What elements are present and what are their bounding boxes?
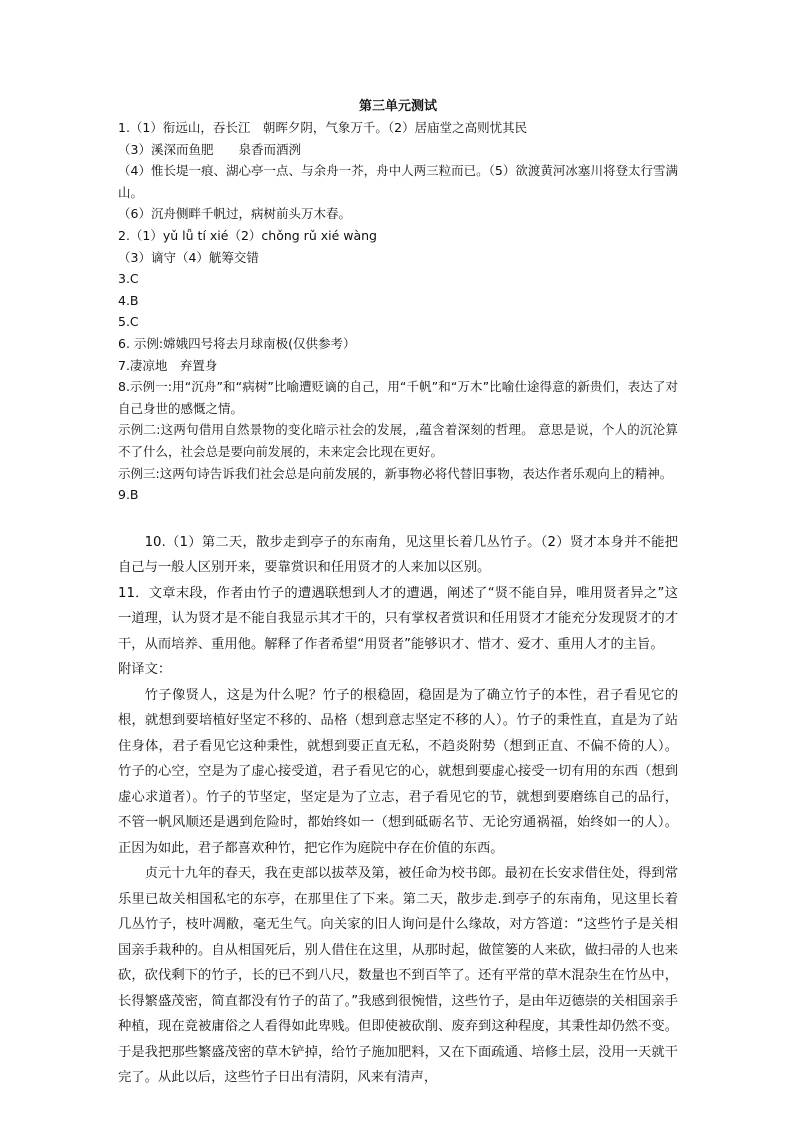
answer-line: 9.B: [118, 487, 139, 503]
translation-label: 附译文：: [118, 662, 172, 678]
answer-line: 4.B: [118, 292, 139, 308]
answer-content: [118, 97, 678, 1091]
answer-line: 7.凄凉地 弃置身: [118, 357, 218, 373]
answer-paragraph: 11．文章末段，作者由竹子的遭遇联想到人才的遭遇，阐述了“贤不能自异，唯用贤者异之”这一道理，认为贤才是不能自我显示其才干的，只有掌权者赏识和任用贤才才能充分发现贤才的才干，从而培养、重用他。解释了作者希望“用贤者”能够识才、惜才、爱才、重用人才的主旨。: [118, 585, 678, 652]
translation-paragraph: 贞元十九年的春天，我在吏部以拔萃及第，被任命为校书郎。最初在长安求借住处，得到常乐里已故关相国私宅的东亭，在那里住了下来。第二天，散步走.到亭子的东南角，见这里长着几丛竹子，枝叶凋敝，毫无生气。向关家的旧人询问是什么缘故，对方答道：“这些竹子是关相国亲手栽种的。自从相国死后，别人借住在这里，从那时起，做筐篓的人来砍，做扫帚的人也来砍，砍伐剩下的竹子，长的已不到八尺，数量也不到百竿了。还有平常的草木混杂生在竹丛中，长得繁盛茂密，简直都没有竹子的苗了。”我感到很惋惜，这些竹子，是由年迈德崇的关相国亲手种植，现在竟被庸俗之人看得如此卑贱。但即使被砍削、废弃到这种程度，其秉性却仍然不变。于是我把那些繁盛茂密的草木铲掉，给竹子施加肥料，又在下面疏通、培修土层，没用一天就干完了。从此以后，这些竹子日出有清阴，风来有清声，: [118, 866, 678, 1086]
answers-section-1: [118, 117, 678, 506]
answer-line: （6）沉舟侧畔千帆过，病树前头万木春。: [118, 206, 351, 222]
answer-line: 示例二:这两句借用自然景物的变化暗示社会的发展，,蕴含着深刻的哲理。 意思是说，个人的沉沦算不了什么，社会总是要向前发展的，未来定会比现在更好。: [118, 422, 678, 459]
answer-line: 1.（1）衔远山，吞长江 朝晖夕阴，气象万千。（2）居庙堂之高则忧其民: [118, 120, 528, 135]
answer-line: 8.示例一:用“沉舟”和“病树”比喻遭贬谪的自己，用“千帆”和“万木”比喻仕途得意的新贵们，表达了对自己身世的感慨之情。: [118, 379, 678, 416]
answer-line: （3）谪守（4）觥筹交错: [118, 249, 259, 265]
answer-line: （3）溪深而鱼肥 泉香而酒洌: [118, 141, 301, 157]
answer-line: （4）惟长堤一痕、湖心亭一点、与余舟一芥，舟中人两三粒而已。（5）欲渡黄河冰塞川将登太行雪满山。: [118, 163, 678, 200]
answer-paragraph: 10.（1）第二天，散步走到亭子的东南角，见这里长着几丛竹子。（2）贤才本身并不能把自己与一般人区别开来，要靠赏识和任用贤才的人来加以区别。: [118, 534, 678, 576]
answer-line: 6. 示例:嫦娥四号将去月球南极(仅供参考）: [118, 335, 356, 351]
answers-section-2: [118, 530, 678, 1091]
answer-line: 3.C: [118, 271, 139, 287]
answer-line: 2.（1）yǔ lǚ tí xié（2）chǒng rǔ xié wàng: [118, 227, 377, 243]
page-title: 第三单元测试: [358, 99, 437, 114]
answer-line: 5.C: [118, 314, 139, 330]
translation-paragraph: 竹子像贤人，这是为什么呢？竹子的根稳固，稳固是为了确立竹子的本性，君子看见它的根，就想到要培植好坚定不移的、品格（想到意志坚定不移的人）。竹子的秉性直，直是为了站住身体，君子看见它这种秉性，就想到要正直无私，不趋炎附势（想到正直、不偏不倚的人）。竹子的心空，空是为了虚心接受道，君子看见它的心，就想到要虚心接受一切有用的东西（想到虚心求道者）。竹子的节坚定，坚定是为了立志，君子看见它的节，就想到要磨练自己的品行，不管一帆风顺还是遇到危险时，都始终如一（想到砥砺名节、无论穷通祸福，始终如一的人）。正因为如此，君子都喜欢种竹，把它作为庭院中存在价值的东西。: [118, 687, 678, 856]
spacer: [118, 506, 678, 530]
answer-line: 示例三:这两句诗告诉我们社会总是向前发展的，新事物必将代替旧事物，表达作者乐观向上的精神。: [118, 465, 673, 481]
